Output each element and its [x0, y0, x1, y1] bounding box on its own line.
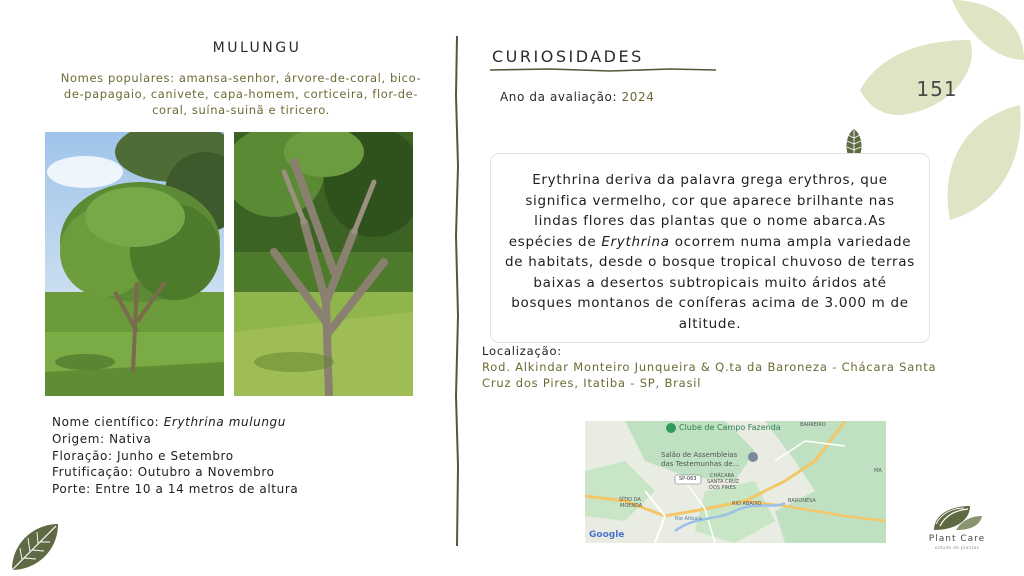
title-underline: [490, 66, 716, 74]
fact-size-label: Porte:: [52, 482, 91, 497]
page-number: 151: [916, 77, 958, 101]
popular-names-label: Nomes populares:: [60, 71, 175, 85]
fact-flowering: [52, 448, 422, 465]
map-label-sitio-1: SÍTIO DA: [619, 497, 641, 503]
map-label-edge: MA: [874, 468, 882, 474]
curiosity-card: [490, 153, 930, 343]
fact-size-value: Entre 10 a 14 metros de altura: [95, 482, 299, 497]
leaf-decoration-icon: [10, 522, 60, 572]
location-map[interactable]: [585, 421, 886, 543]
fact-fruiting: [52, 464, 422, 481]
map-label-sitio-2: MOENDA: [620, 503, 643, 509]
tree-photo-2-image: [234, 132, 413, 396]
google-logo: Google: [589, 530, 625, 540]
fact-scientific-value: Erythrina mulungu: [163, 415, 286, 429]
map-label-club: Clube de Campo Fazenda: [679, 423, 781, 432]
map-label-river: Rio Atibaia: [675, 516, 702, 522]
evaluation-year-label: Ano da avaliação:: [500, 90, 618, 104]
popular-names: [55, 70, 427, 118]
evaluation-year-value: 2024: [621, 90, 655, 104]
fact-size: [52, 481, 422, 498]
map-label-church-1: Salão de Assembleias: [661, 451, 738, 459]
curiosity-text-part1: Erythrina deriva da palavra grega erythros, que significa vermelho, cor que aparece brilhante nas lindas flores das plantas que o nome abarca.As espécies de: [508, 172, 895, 250]
popular-names-value: amansa-senhor, árvore-de-coral, bico-de-papagaio, canivete, capa-homem, corticeira, flor-de-coral, suína-suinã e tiricero.: [63, 71, 422, 117]
column-divider: [452, 36, 462, 546]
fact-origin: [52, 431, 422, 448]
curiosity-text-part2: ocorrem numa ampla variedade de habitats, desde o bosque tropical chuvoso de terras baixas a desertos subtropicais muito áridos até bosques montanos de coníferas acima de 3.000 m de altitude.: [505, 233, 915, 332]
fact-scientific-label: Nome científico:: [52, 415, 160, 429]
tree-photo-1-image: [45, 132, 224, 396]
map-label-chacara-1: CHÁCARA: [710, 473, 735, 479]
fact-fruiting-label: Frutificação:: [52, 465, 134, 480]
map-label-chacara-3: DOS PIRES: [709, 485, 736, 491]
plant-care-logo-icon: [920, 500, 994, 534]
map-label-baronesa: BARONESA: [788, 498, 816, 504]
location-address: Rod. Alkindar Monteiro Junqueira & Q.ta da Baroneza - Chácara Santa Cruz dos Pires, Itatiba - SP, Brasil: [482, 360, 937, 390]
map-label-road: SP-063: [679, 476, 697, 482]
brand-name: Plant Care: [928, 534, 986, 544]
curiosities-title: CURIOSIDADES: [492, 47, 644, 66]
brand-tagline: estudo de plantas: [934, 545, 980, 550]
tree-photo-1: [45, 132, 224, 396]
evaluation-year: [500, 90, 655, 104]
map-label-church-2: das Testemunhas de...: [661, 460, 740, 468]
location-label: Localização:: [482, 344, 562, 358]
curiosity-text-italic: Erythrina: [601, 233, 670, 250]
tree-photo-2: [234, 132, 413, 396]
map-label-chacara-2: SANTA CRUZ: [707, 479, 740, 485]
map-label-rio-abaixo: RIO ABAIXO: [732, 501, 762, 507]
fact-scientific-name: [52, 414, 422, 431]
fact-flowering-label: Floração:: [52, 448, 113, 463]
fact-origin-value: Nativa: [109, 431, 152, 446]
plant-facts: [52, 414, 422, 498]
plant-title: MULUNGU: [212, 40, 302, 56]
map-label-barreiro: BARREIRO: [800, 422, 826, 428]
fact-flowering-value: Junho e Setembro: [117, 448, 234, 463]
curiosity-text: [501, 170, 919, 334]
fact-origin-label: Origem:: [52, 431, 105, 446]
fact-fruiting-value: Outubro a Novembro: [137, 465, 275, 480]
